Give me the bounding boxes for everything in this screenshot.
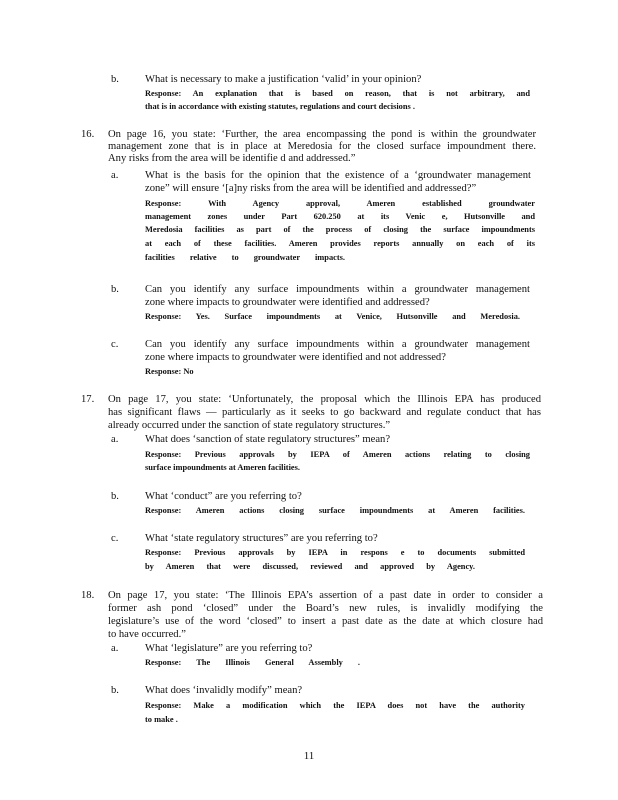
item-letter: a. <box>111 434 119 445</box>
question-text: What is the basis for the opinion that the existence of a ‘groundwater management <box>145 170 531 181</box>
question-text: On page 17, you state: ‘The Illinois EPA’s assertion of a past date in order to consider a <box>108 590 543 601</box>
question-text: Can you identify any surface impoundments within a groundwater management <box>145 339 530 350</box>
response-text: Response: Make a modification which the IEPA does not have the authority <box>145 701 525 710</box>
question-text: former ash pond ‘closed” under the Board’s new rules, is invalidly modifying the <box>108 603 543 614</box>
question-text: On page 17, you state: ‘Unfortunately, the proposal which the Illinois EPA has produced <box>108 394 541 405</box>
question-text: What ‘conduct” are you referring to? <box>145 491 302 502</box>
question-text: What does ‘invalidly modify” mean? <box>145 685 303 696</box>
question-text: already occurred under the sanction of state regulatory structures.” <box>108 420 391 431</box>
response-text: Response: Previous approvals by IEPA in respons e to documents submitted <box>145 548 525 557</box>
response-text: that is in accordance with existing statutes, regulations and court decisions . <box>145 102 415 111</box>
item-letter: b. <box>111 74 119 85</box>
question-text: has significant flaws — particularly as it seeks to go backward and regulate conduct that has <box>108 407 541 418</box>
response-text: Response: Ameren actions closing surface impoundments at Ameren facilities. <box>145 506 525 515</box>
question-text: On page 16, you state: ‘Further, the area encompassing the pond is within the groundwater <box>108 129 536 140</box>
question-text: to have occurred.” <box>108 629 186 640</box>
response-text: to make . <box>145 715 178 724</box>
question-text: management zone that is in place at Meredosia for the closed surface impoundment there. <box>108 141 536 152</box>
item-letter: a. <box>111 643 119 654</box>
item-letter: b. <box>111 284 119 295</box>
response-text: Response: Yes. Surface impoundments at Venice, Hutsonville and Meredosia. <box>145 312 520 321</box>
question-text: What ‘state regulatory structures” are you referring to? <box>145 533 378 544</box>
question-text: zone where impacts to groundwater were identified and addressed? <box>145 297 430 308</box>
question-text: What does ‘sanction of state regulatory structures” mean? <box>145 434 391 445</box>
item-letter: b. <box>111 685 119 696</box>
question-text: Any risks from the area will be identifie d and addressed.” <box>108 153 356 164</box>
response-text: Response: The Illinois General Assembly . <box>145 658 360 667</box>
item-letter: a. <box>111 170 119 181</box>
question-number: 16. <box>81 129 95 140</box>
question-text: zone” will ensure ‘[a]ny risks from the area will be identified and addressed?” <box>145 183 477 194</box>
page-number: 11 <box>303 750 315 762</box>
response-text: Response: An explanation that is based on reason, that is not arbitrary, and <box>145 89 530 98</box>
response-text: facilities relative to groundwater impacts. <box>145 253 345 262</box>
response-text: Response: Previous approvals by IEPA of Ameren actions relating to closing <box>145 450 530 459</box>
question-text: What is necessary to make a justification ‘valid’ in your opinion? <box>145 74 422 85</box>
response-text: Response: With Agency approval, Ameren established groundwater <box>145 199 535 208</box>
response-text: Meredosia facilities as part of the process of closing the surface impoundments <box>145 225 535 234</box>
response-text: at each of these facilities. Ameren provides reports annually on each of its <box>145 239 535 248</box>
question-text: legislature’s use of the word ‘closed” to insert a past date as the date at which closure had <box>108 616 543 627</box>
response-text: surface impoundments at Ameren facilities. <box>145 463 300 472</box>
question-number: 18. <box>81 590 95 601</box>
question-text: What ‘legislature” are you referring to? <box>145 643 313 654</box>
item-letter: b. <box>111 491 119 502</box>
question-text: zone where impacts to groundwater were identified and not addressed? <box>145 352 446 363</box>
item-letter: c. <box>111 339 119 350</box>
response-text: Response: No <box>145 367 194 376</box>
question-text: Can you identify any surface impoundments within a groundwater management <box>145 284 530 295</box>
question-number: 17. <box>81 394 95 405</box>
item-letter: c. <box>111 533 119 544</box>
response-text: by Ameren that were discussed, reviewed and approved by Agency. <box>145 562 475 571</box>
response-text: management zones under Part 620.250 at its Venic e, Hutsonville and <box>145 212 535 221</box>
